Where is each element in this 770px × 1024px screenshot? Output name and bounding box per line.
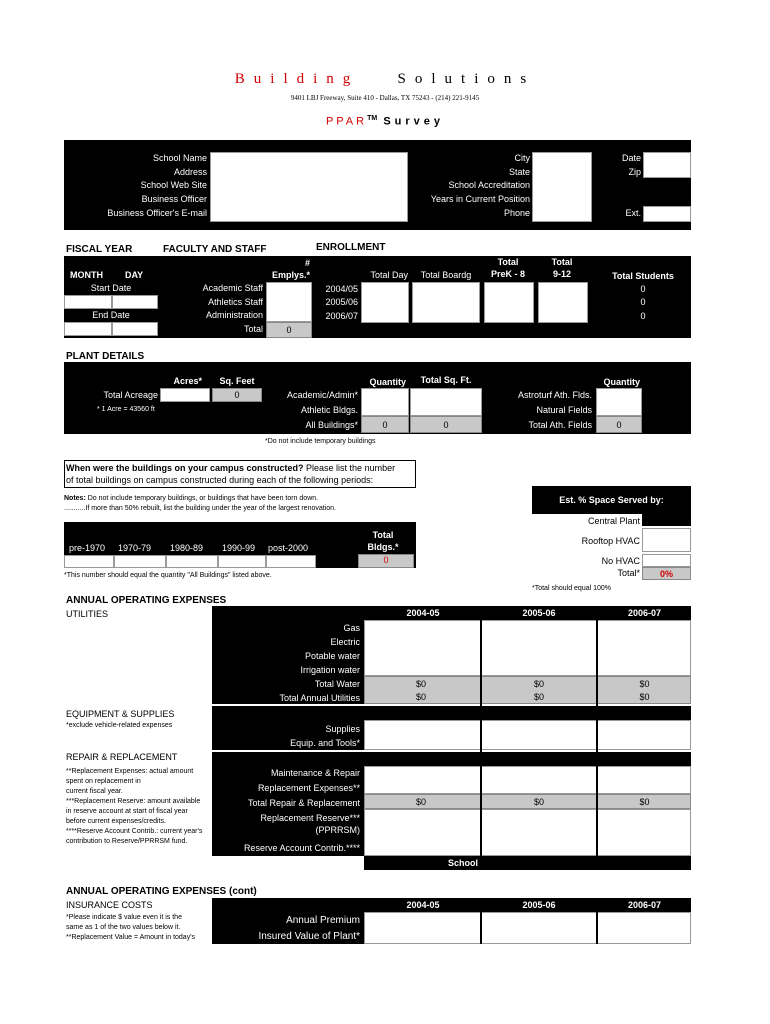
label-maintenance-repair: Maintenance & Repair <box>270 768 360 778</box>
total-water-2005: $0 <box>533 679 544 689</box>
period-1990-99: 1990-99 <box>222 543 256 553</box>
total-utilities-2004: $0 <box>415 692 426 702</box>
col-emplys: Emplys.* <box>271 270 310 280</box>
repair-header-bar <box>212 752 691 766</box>
school-tab[interactable]: School <box>448 858 479 868</box>
rooftop-input[interactable] <box>642 528 691 552</box>
label-academic-staff: Academic Staff <box>202 283 263 293</box>
faculty-heading: FACULTY AND STAFF <box>163 244 267 255</box>
total-repair-2004: $0 <box>415 797 426 807</box>
label-athletics-staff: Athletics Staff <box>208 297 263 307</box>
label-total-acreage: Total Acreage <box>103 390 158 400</box>
label-officer-email: Business Officer's E-mail <box>107 208 207 218</box>
end-month-input[interactable] <box>64 322 112 336</box>
label-start-date: Start Date <box>90 283 132 293</box>
label-phone: Phone <box>503 208 530 218</box>
1990-input[interactable] <box>218 555 266 568</box>
end-day-input[interactable] <box>112 322 158 336</box>
survey-title <box>0 112 770 129</box>
label-central-plant: Central Plant <box>587 516 640 526</box>
label-zip: Zip <box>628 167 641 177</box>
total-day-input[interactable] <box>361 282 409 323</box>
label-pprrsm: (PPRRSM) <box>315 825 360 835</box>
total-utilities-2005: $0 <box>533 692 544 702</box>
label-electric: Electric <box>330 637 360 647</box>
date-zip-input[interactable] <box>643 152 691 178</box>
acres-input[interactable] <box>160 388 210 402</box>
space-footnote: *Total should equal 100% <box>532 585 612 592</box>
fields-total-value: 0 <box>616 420 622 430</box>
survey-tm: TM <box>367 115 378 122</box>
label-address: Address <box>173 167 207 177</box>
insurance-input-grid[interactable] <box>364 912 691 944</box>
label-gas: Gas <box>343 623 360 633</box>
total-bldgs-value: 0 <box>383 555 389 565</box>
col-acres: Acres* <box>173 376 202 386</box>
label-equip-tools: Equip. and Tools* <box>290 738 360 748</box>
col-total-912: Total <box>551 257 573 267</box>
col-sq-feet: Sq. Feet <box>219 376 255 386</box>
school-info-input[interactable] <box>210 152 408 222</box>
title-solutions: Solutions <box>397 71 536 87</box>
label-all-buildings: All Buildings* <box>305 420 358 430</box>
label-end-date: End Date <box>92 310 130 320</box>
students-total-2004: 0 <box>640 284 646 294</box>
central-plant-cell <box>642 514 691 526</box>
students-total-2006: 0 <box>640 311 646 321</box>
label-total-utilities: Total Annual Utilities <box>279 693 360 703</box>
opex2-heading: ANNUAL OPERATING EXPENSES (cont) <box>66 886 257 897</box>
utilities-heading: UTILITIES <box>66 609 109 619</box>
period-1970-79: 1970-79 <box>118 543 152 553</box>
company-title <box>0 70 770 88</box>
equip-heading: EQUIPMENT & SUPPLIES <box>66 709 175 719</box>
bldg-qty-input[interactable] <box>361 388 409 416</box>
label-insured-value: Insured Value of Plant* <box>258 931 360 942</box>
enrollment-heading: ENROLLMENT <box>316 242 386 253</box>
col-divider-2 <box>596 606 598 856</box>
opex-year-2005: 2005-06 <box>522 608 556 618</box>
construction-notes <box>64 494 318 503</box>
period-post-2000: post-2000 <box>268 543 309 553</box>
insurance-note-3: **Replacement Value = Amount in today's <box>66 934 196 941</box>
repair-note-1: **Replacement Expenses: actual amount <box>66 768 194 775</box>
repair-note-5: in reserve account at start of fiscal year <box>66 808 188 815</box>
utilities-input-grid[interactable] <box>364 620 691 676</box>
col-total-day: Total Day <box>370 270 408 280</box>
col-quantity: Quantity <box>369 377 406 387</box>
label-no-hvac: No HVAC <box>601 556 640 566</box>
repair-note-8: contribution to Reserve/PPRRSM fund. <box>66 838 188 845</box>
label-replacement-reserve: Replacement Reserve*** <box>260 813 360 823</box>
1970-input[interactable] <box>114 555 166 568</box>
label-web-site: School Web Site <box>140 180 207 190</box>
repair-note-7: ****Reserve Account Contrib.: current year's <box>66 828 203 835</box>
school-info-mid-input[interactable] <box>532 152 592 222</box>
ext-input[interactable] <box>643 206 691 222</box>
col-prek-8: PreK - 8 <box>490 269 525 279</box>
prek-input[interactable] <box>484 282 534 323</box>
label-astroturf: Astroturf Ath. Flds. <box>517 390 592 400</box>
label-space-total: Total* <box>617 568 640 578</box>
repair-note-2: spent on replacement in <box>66 778 141 785</box>
start-day-input[interactable] <box>112 295 158 309</box>
construction-question-line2: of total buildings on campus constructed during each of the following periods: <box>66 475 374 485</box>
repair-note-3: current fiscal year. <box>66 788 123 795</box>
label-total-water: Total Water <box>314 679 360 689</box>
total-bldgs-label-1: Total <box>372 530 394 540</box>
year-2004-05: 2004/05 <box>325 284 358 294</box>
label-irrigation-water: Irrigation water <box>300 665 360 675</box>
1980-input[interactable] <box>166 555 218 568</box>
col-divider-4 <box>596 898 598 944</box>
insurance-heading: INSURANCE COSTS <box>66 900 153 910</box>
title-building: Building <box>234 71 360 87</box>
opex2-year-2006: 2006-07 <box>627 900 662 910</box>
label-business-officer: Business Officer <box>141 194 207 204</box>
total-repair-2006: $0 <box>639 797 650 807</box>
construction-question <box>66 463 395 474</box>
plant-heading: PLANT DETAILS <box>66 351 145 362</box>
equip-note: *exclude vehicle-related expenses <box>66 722 173 729</box>
label-date: Date <box>621 153 641 163</box>
total-water-2006: $0 <box>639 679 650 689</box>
repair-heading: REPAIR & REPLACEMENT <box>66 752 178 762</box>
label-faculty-total: Total <box>243 324 263 334</box>
label-academic-admin: Academic/Admin* <box>286 390 358 400</box>
post2000-input[interactable] <box>266 555 316 568</box>
total-boardg-input[interactable] <box>412 282 480 323</box>
reserve-input-grid[interactable] <box>364 809 691 856</box>
col-divider-1 <box>480 606 482 856</box>
no-hvac-input[interactable] <box>642 554 691 567</box>
col-total-prek: Total <box>497 257 519 267</box>
insurance-note-1: *Please indicate $ value even it is the <box>66 914 182 921</box>
total-water-2004: $0 <box>415 679 426 689</box>
period-pre-1970: pre-1970 <box>69 543 106 553</box>
label-athletic-bldgs: Athletic Bldgs. <box>300 405 358 415</box>
year-2005-06: 2005/06 <box>325 297 358 307</box>
total-repair-2005: $0 <box>533 797 544 807</box>
space-total-value: 0% <box>659 569 673 579</box>
label-administration: Administration <box>205 310 263 320</box>
total-bldgs-label-2: Bldgs.* <box>367 542 399 552</box>
grade-912-input[interactable] <box>538 282 588 323</box>
period-1980-89: 1980-89 <box>170 543 204 553</box>
label-replacement-expenses: Replacement Expenses** <box>257 783 360 793</box>
col-day: DAY <box>125 270 144 280</box>
repair-note-4: ***Replacement Reserve: amount available <box>66 798 201 805</box>
space-heading: Est. % Space Served by: <box>559 495 664 505</box>
all-sqft-value: 0 <box>443 420 449 430</box>
label-annual-premium: Annual Premium <box>286 915 360 926</box>
opex2-year-2004: 2004-05 <box>406 900 440 910</box>
label-state: State <box>508 167 530 177</box>
label-school-name: School Name <box>152 153 207 163</box>
col-hash: # <box>304 258 310 268</box>
fiscal-year-heading: FISCAL YEAR <box>66 244 133 255</box>
repair-input-grid[interactable] <box>364 766 691 794</box>
label-rooftop-hvac: Rooftop HVAC <box>581 536 640 546</box>
opex-heading: ANNUAL OPERATING EXPENSES <box>66 595 227 606</box>
start-month-input[interactable] <box>64 295 112 309</box>
label-potable-water: Potable water <box>304 651 360 661</box>
bldg-sqft-input[interactable] <box>410 388 482 416</box>
fields-qty-input[interactable] <box>596 388 642 416</box>
label-city: City <box>514 153 530 163</box>
label-natural-fields: Natural Fields <box>536 405 592 415</box>
notes-2: ...........If more than 50% rebuilt, list the building under the year of the largest renovation. <box>64 505 336 512</box>
label-supplies: Supplies <box>325 724 360 734</box>
school-tab-bar <box>364 856 691 870</box>
temp-buildings-note: *Do not include temporary buildings <box>265 438 376 445</box>
construction-question-bold: When were the buildings on your campus constructed? <box>66 463 304 473</box>
all-qty-value: 0 <box>382 420 388 430</box>
construction-question-rest: Please list the number <box>303 463 396 473</box>
label-total-ath-fields: Total Ath. Fields <box>528 420 592 430</box>
col-total-sqft: Total Sq. Ft. <box>420 375 472 385</box>
sqft-value: 0 <box>234 390 240 400</box>
faculty-total-value: 0 <box>286 325 292 335</box>
equip-header-bar <box>212 706 691 720</box>
opex2-year-2005: 2005-06 <box>522 900 556 910</box>
company-address: 9401 LBJ Freeway, Suite 410 - Dallas, TX 75243 - (214) 221-9145 <box>290 94 480 102</box>
students-total-2005: 0 <box>640 297 646 307</box>
notes-1: Do not include temporary buildings, or buildings that have been torn down. <box>85 495 319 502</box>
notes-label: Notes: <box>64 495 86 502</box>
label-accreditation: School Accreditation <box>448 180 530 190</box>
pre1970-input[interactable] <box>64 555 114 568</box>
acre-note: * 1 Acre = 43560 ft <box>97 406 155 413</box>
year-2006-07: 2006/07 <box>325 311 358 321</box>
col-divider-3 <box>480 898 482 944</box>
col-total-boardg: Total Boardg <box>420 270 472 280</box>
survey-ppar: PPAR <box>325 115 368 128</box>
construction-footnote: *This number should equal the quantity "All Buildings" listed above. <box>64 572 272 579</box>
label-reserve-contrib: Reserve Account Contrib.**** <box>243 843 360 853</box>
opex-year-2004: 2004-05 <box>406 608 440 618</box>
insurance-note-2: same as 1 of the two values below it. <box>66 924 181 931</box>
label-ext: Ext. <box>625 208 641 218</box>
label-years-position: Years in Current Position <box>430 194 530 204</box>
col-quantity-fields: Quantity <box>603 377 640 387</box>
opex-year-2006: 2006-07 <box>627 608 662 618</box>
label-total-repair: Total Repair & Replacement <box>247 798 360 808</box>
col-month: MONTH <box>70 270 103 280</box>
survey-word: Survey <box>383 115 445 128</box>
repair-note-6: before current expenses/credits. <box>66 818 166 825</box>
col-total-students: Total Students <box>612 271 674 281</box>
equip-input-grid[interactable] <box>364 720 691 750</box>
total-utilities-2006: $0 <box>639 692 650 702</box>
col-9-12: 9-12 <box>552 269 571 279</box>
faculty-input[interactable] <box>266 282 312 322</box>
